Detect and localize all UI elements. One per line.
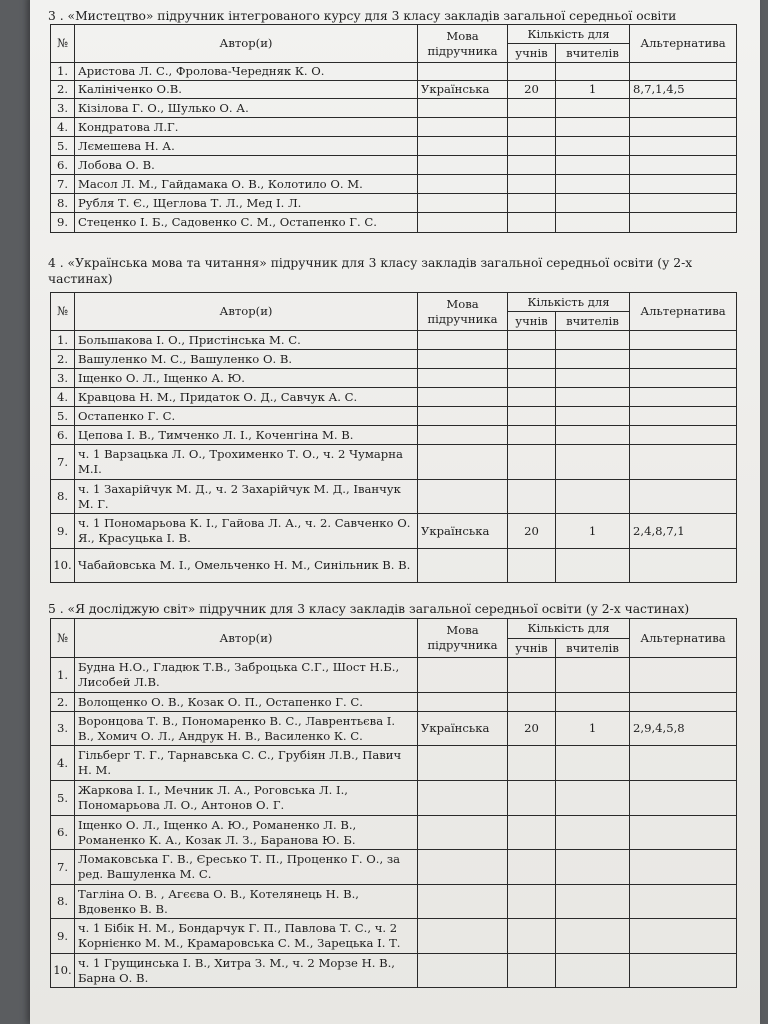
column-header-author: Автор(и) [75,293,418,331]
author-cell: Воронцова Т. В., Пономаренко В. С., Лаврентьєва І. В., Хомич О. Л., Андрук Н. В., Василенко К. С. [75,712,418,746]
row-number: 3. [51,99,75,118]
pupils-count-cell [508,445,556,480]
alternative-cell [630,445,737,480]
row-number: 10. [51,549,75,583]
alternative-cell [630,549,737,583]
language-cell [418,156,508,175]
teachers-count-cell [556,693,630,712]
language-cell [418,63,508,81]
teachers-count-cell [556,194,630,213]
pupils-count-cell [508,885,556,919]
table-row [51,99,737,118]
author-cell: Ломаковська Г. В., Єресько Т. П., Проценко Г. О., за ред. Вашуленка М. С. [75,850,418,885]
row-number: 2. [51,350,75,369]
author-cell: Аристова Л. С., Фролова-Чередняк К. О. [75,63,418,81]
language-cell [418,658,508,693]
column-header-pupils: учнів [508,639,556,658]
language-cell [418,549,508,583]
teachers-count-cell [556,63,630,81]
section-title: 5 . «Я досліджую світ» підручник для 3 класу закладів загальної середньої освіти (у 2-х частинах) [48,602,690,616]
language-cell [418,746,508,781]
textbook-table [50,618,737,988]
teachers-count-cell [556,350,630,369]
table-row [51,156,737,175]
author-cell: ч. 1 Захарійчук М. Д., ч. 2 Захарійчук М. Д., Іванчук М. Г. [75,480,418,514]
alternative-cell [630,426,737,445]
header-row [51,25,737,44]
author-cell: ч. 1 Грущинська І. В., Хитра З. М., ч. 2 Морзе Н. В., Барна О. В. [75,954,418,988]
header-row [51,619,737,639]
table-row [51,350,737,369]
row-number: 6. [51,156,75,175]
column-header-pupils: учнів [508,312,556,331]
teachers-count-cell [556,480,630,514]
column-header-alternative: Альтернатива [630,619,737,658]
alternative-cell [630,480,737,514]
language-cell [418,919,508,954]
row-number: 7. [51,175,75,194]
author-cell: Іщенко О. Л., Іщенко А. Ю., Романенко Л. В., Романенко К. А., Козак Л. З., Баранова Ю. Б. [75,816,418,850]
author-cell: Масол Л. М., Гайдамака О. В., Колотило О. М. [75,175,418,194]
table-row [51,514,737,549]
teachers-count-cell [556,549,630,583]
table-row [51,954,737,988]
pupils-count-cell [508,480,556,514]
column-header-language: Мова підручника [418,293,508,331]
language-cell [418,885,508,919]
pupils-count-cell [508,175,556,194]
pupils-count-cell [508,350,556,369]
table-row [51,850,737,885]
language-cell [418,426,508,445]
teachers-count-cell [556,99,630,118]
row-number: 6. [51,816,75,850]
language-cell [418,388,508,407]
table-row [51,175,737,194]
alternative-cell [630,407,737,426]
teachers-count-cell [556,850,630,885]
author-cell: ч. 1 Пономарьова К. І., Гайова Л. А., ч. 2. Савченко О. Я., Красуцька І. В. [75,514,418,549]
table-row [51,549,737,583]
table-row [51,426,737,445]
author-cell: Стеценко І. Б., Садовенко С. М., Остапенко Г. С. [75,213,418,233]
alternative-cell [630,919,737,954]
column-header-author: Автор(и) [75,25,418,63]
language-cell [418,331,508,350]
alternative-cell [630,954,737,988]
author-cell: Кондратова Л.Г. [75,118,418,137]
language-cell [418,850,508,885]
table-row [51,388,737,407]
language-cell: Українська [418,514,508,549]
alternative-cell [630,156,737,175]
teachers-count-cell [556,175,630,194]
language-cell: Українська [418,81,508,99]
teachers-count-cell [556,781,630,816]
pupils-count-cell [508,213,556,233]
row-number: 7. [51,445,75,480]
column-header-number: № [51,293,75,331]
textbook-table [50,292,737,583]
alternative-cell [630,693,737,712]
author-cell: Тагліна О. В. , Агєєва О. В., Котелянець Н. В., Вдовенко В. В. [75,885,418,919]
alternative-cell [630,118,737,137]
teachers-count-cell [556,137,630,156]
pupils-count-cell [508,850,556,885]
pupils-count-cell [508,549,556,583]
table-row [51,885,737,919]
pupils-count-cell [508,693,556,712]
column-header-count: Кількість для [508,293,630,312]
row-number: 1. [51,63,75,81]
author-cell: Будна Н.О., Гладюк Т.В., Заброцька С.Г., Шост Н.Б., Лисобей Л.В. [75,658,418,693]
teachers-count-cell: 1 [556,712,630,746]
column-header-language: Мова підручника [418,619,508,658]
table-row [51,137,737,156]
author-cell: Цепова І. В., Тимченко Л. І., Коченгіна М. В. [75,426,418,445]
column-header-number: № [51,25,75,63]
pupils-count-cell [508,954,556,988]
language-cell [418,445,508,480]
table-row [51,63,737,81]
pupils-count-cell [508,63,556,81]
pupils-count-cell [508,156,556,175]
table-row [51,712,737,746]
row-number: 2. [51,693,75,712]
table-row [51,331,737,350]
language-cell [418,407,508,426]
table-row [51,480,737,514]
author-cell: ч. 1 Бібік Н. М., Бондарчук Г. П., Павлова Т. С., ч. 2 Корнієнко М. М., Крамаровська С. М., Зарецька І. Т. [75,919,418,954]
row-number: 2. [51,81,75,99]
row-number: 4. [51,388,75,407]
alternative-cell [630,331,737,350]
teachers-count-cell [556,885,630,919]
language-cell [418,350,508,369]
column-header-pupils: учнів [508,44,556,63]
row-number: 5. [51,781,75,816]
column-header-number: № [51,619,75,658]
language-cell [418,118,508,137]
language-cell [418,693,508,712]
alternative-cell [630,137,737,156]
alternative-cell [630,816,737,850]
table-row [51,816,737,850]
column-header-teachers: вчителів [556,44,630,63]
teachers-count-cell: 1 [556,81,630,99]
teachers-count-cell [556,746,630,781]
row-number: 7. [51,850,75,885]
pupils-count-cell [508,426,556,445]
section-title: 3 . «Мистецтво» підручник інтегрованого курсу для 3 класу закладів загальної середньої освіти [48,9,677,23]
author-cell: ч. 1 Варзацька Л. О., Трохименко Т. О., ч. 2 Чумарна М.І. [75,445,418,480]
row-number: 9. [51,919,75,954]
row-number: 10. [51,954,75,988]
table-row [51,407,737,426]
row-number: 6. [51,426,75,445]
alternative-cell [630,369,737,388]
author-cell: Волощенко О. В., Козак О. П., Остапенко Г. С. [75,693,418,712]
author-cell: Лємешева Н. А. [75,137,418,156]
column-header-alternative: Альтернатива [630,25,737,63]
pupils-count-cell [508,746,556,781]
alternative-cell: 2,4,8,7,1 [630,514,737,549]
row-number: 4. [51,746,75,781]
alternative-cell [630,99,737,118]
table-row [51,194,737,213]
pupils-count-cell [508,919,556,954]
column-header-teachers: вчителів [556,312,630,331]
row-number: 5. [51,407,75,426]
author-cell: Іщенко О. Л., Іщенко А. Ю. [75,369,418,388]
author-cell: Остапенко Г. С. [75,407,418,426]
language-cell [418,781,508,816]
column-header-alternative: Альтернатива [630,293,737,331]
teachers-count-cell [556,118,630,137]
row-number: 1. [51,331,75,350]
alternative-cell [630,350,737,369]
table-row [51,445,737,480]
alternative-cell [630,388,737,407]
alternative-cell: 8,7,1,4,5 [630,81,737,99]
column-header-teachers: вчителів [556,639,630,658]
row-number: 3. [51,712,75,746]
row-number: 9. [51,213,75,233]
textbook-table [50,24,737,233]
language-cell [418,213,508,233]
author-cell: Кізілова Г. О., Шулько О. А. [75,99,418,118]
table-row [51,213,737,233]
pupils-count-cell: 20 [508,81,556,99]
author-cell: Гільберг Т. Г., Тарнавська С. С., Грубіян Л.В., Павич Н. М. [75,746,418,781]
pupils-count-cell [508,369,556,388]
teachers-count-cell [556,156,630,175]
pupils-count-cell [508,388,556,407]
row-number: 4. [51,118,75,137]
teachers-count-cell [556,816,630,850]
table-row [51,118,737,137]
alternative-cell [630,194,737,213]
header-row [51,293,737,312]
language-cell [418,194,508,213]
language-cell [418,954,508,988]
author-cell: Жаркова І. І., Мечник Л. А., Роговська Л. І., Пономарьова Л. О., Антонов О. Г. [75,781,418,816]
row-number: 8. [51,885,75,919]
table-row [51,919,737,954]
teachers-count-cell [556,407,630,426]
author-cell: Лобова О. В. [75,156,418,175]
alternative-cell [630,885,737,919]
alternative-cell [630,213,737,233]
alternative-cell [630,781,737,816]
pupils-count-cell: 20 [508,712,556,746]
row-number: 5. [51,137,75,156]
pupils-count-cell [508,194,556,213]
alternative-cell [630,658,737,693]
table-row [51,658,737,693]
teachers-count-cell [556,388,630,407]
teachers-count-cell [556,213,630,233]
column-header-author: Автор(и) [75,619,418,658]
teachers-count-cell [556,919,630,954]
pupils-count-cell [508,118,556,137]
row-number: 8. [51,480,75,514]
column-header-count: Кількість для [508,25,630,44]
column-header-count: Кількість для [508,619,630,639]
row-number: 1. [51,658,75,693]
pupils-count-cell [508,137,556,156]
table-row [51,693,737,712]
teachers-count-cell [556,658,630,693]
pupils-count-cell: 20 [508,514,556,549]
language-cell [418,480,508,514]
row-number: 8. [51,194,75,213]
pupils-count-cell [508,331,556,350]
table-row [51,369,737,388]
alternative-cell: 2,9,4,5,8 [630,712,737,746]
language-cell: Українська [418,712,508,746]
pupils-count-cell [508,781,556,816]
table-row [51,746,737,781]
author-cell: Вашуленко М. С., Вашуленко О. В. [75,350,418,369]
table-row [51,81,737,99]
teachers-count-cell [556,954,630,988]
pupils-count-cell [508,99,556,118]
author-cell: Калініченко О.В. [75,81,418,99]
pupils-count-cell [508,816,556,850]
teachers-count-cell [556,331,630,350]
author-cell: Большакова І. О., Пристінська М. С. [75,331,418,350]
author-cell: Рубля Т. Є., Щеглова Т. Л., Мед І. Л. [75,194,418,213]
alternative-cell [630,63,737,81]
pupils-count-cell [508,658,556,693]
pupils-count-cell [508,407,556,426]
teachers-count-cell [556,369,630,388]
alternative-cell [630,746,737,781]
author-cell: Кравцова Н. М., Придаток О. Д., Савчук А. С. [75,388,418,407]
language-cell [418,137,508,156]
alternative-cell [630,175,737,194]
teachers-count-cell [556,426,630,445]
language-cell [418,816,508,850]
alternative-cell [630,850,737,885]
author-cell: Чабайовська М. І., Омельченко Н. М., Синільник В. В. [75,549,418,583]
language-cell [418,99,508,118]
column-header-language: Мова підручника [418,25,508,63]
table-row [51,781,737,816]
language-cell [418,369,508,388]
row-number: 3. [51,369,75,388]
teachers-count-cell: 1 [556,514,630,549]
row-number: 9. [51,514,75,549]
section-title: 4 . «Українська мова та читання» підручник для 3 класу закладів загальної середньої освіти (у 2-х частинах) [48,256,693,286]
teachers-count-cell [556,445,630,480]
language-cell [418,175,508,194]
